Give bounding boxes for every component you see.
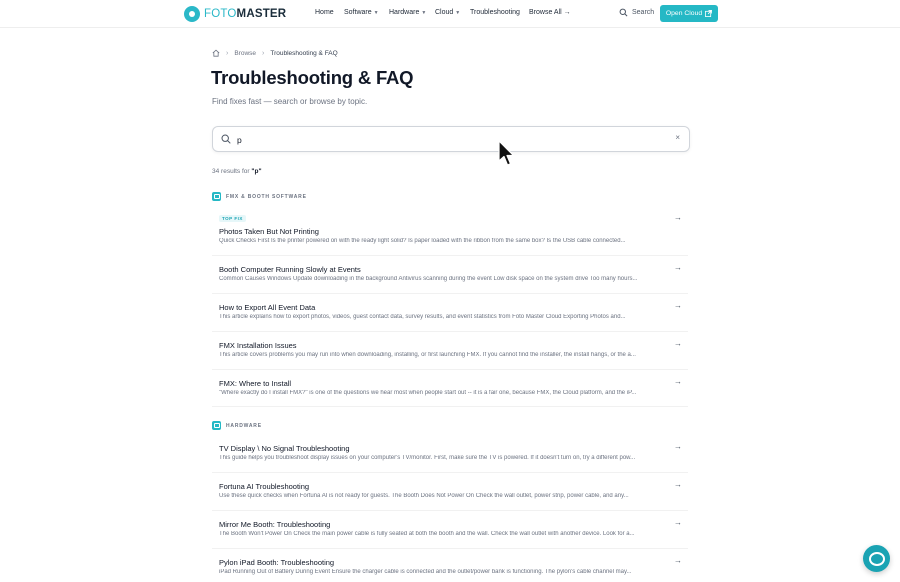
arrow-right-icon: → [674, 442, 682, 451]
result-item[interactable] [212, 332, 688, 370]
result-item[interactable] [212, 206, 688, 256]
result-item[interactable] [212, 511, 688, 549]
result-title: Photos Taken But Not Printing [219, 227, 319, 236]
result-snippet: This article explains how to export photos, videos, guest contact data, survey results, and event statistics from Foto Master Cloud Exporting Photos and... [219, 314, 626, 320]
top-nav [0, 0, 900, 28]
logo-icon [184, 6, 200, 22]
breadcrumb-browse[interactable]: Browse [234, 49, 257, 57]
clear-search-button[interactable]: × [675, 133, 680, 142]
search-box[interactable] [212, 126, 690, 152]
arrow-right-icon: → [674, 213, 682, 222]
result-snippet: The Booth Won't Power On Check the main power cable is fully seated at both the booth and the wall. Check the wall outlet with another device. Look for a... [219, 531, 635, 537]
nav-link-troubleshooting[interactable]: Troubleshooting [470, 9, 520, 16]
brand-wordmark: FOTOMASTER [204, 7, 287, 20]
result-snippet: Use these quick checks when Fortuna AI is not ready for guests. The Booth Does Not Power On Check the wall outlet, power strip, power cable, and any... [219, 493, 629, 499]
chevron-right-icon: › [262, 49, 265, 57]
result-snippet: This guide helps you troubleshoot display issues on your computer's TV/monitor. First, make sure the TV is powered. If it doesn't turn on, try a different pow... [219, 455, 636, 461]
nav-link-software[interactable]: Software ▼ [344, 9, 379, 16]
brand-logo[interactable] [184, 5, 286, 22]
nav-link-browse-all[interactable]: Browse All → [529, 9, 571, 16]
arrow-right-icon: → [674, 263, 682, 272]
result-title: Fortuna AI Troubleshooting [219, 482, 310, 491]
section-header-software [212, 192, 307, 201]
result-title: Booth Computer Running Slowly at Events [219, 265, 361, 274]
chevron-down-icon: ▼ [373, 10, 379, 16]
result-item[interactable] [212, 370, 688, 407]
home-icon[interactable] [212, 49, 220, 57]
nav-search-button[interactable] [619, 8, 654, 17]
result-title: FMX Installation Issues [219, 341, 297, 350]
nav-link-hardware[interactable]: Hardware ▼ [389, 9, 427, 16]
result-title: TV Display \ No Signal Troubleshooting [219, 444, 350, 453]
page-title: Troubleshooting & FAQ [211, 67, 414, 88]
nav-link-cloud[interactable]: Cloud ▼ [435, 9, 461, 16]
mouse-cursor-icon [497, 140, 515, 168]
arrow-right-icon: → [674, 480, 682, 489]
chevron-right-icon: › [226, 49, 229, 57]
result-title: Pylon iPad Booth: Troubleshooting [219, 558, 335, 567]
top-fix-badge: TOP FIX [219, 215, 246, 222]
chat-launcher-button[interactable] [863, 545, 890, 572]
result-snippet: Quick Checks First Is the printer powered on with the ready light solid? Is paper loaded with the ribbon from the same box? Is the USB cable connected... [219, 238, 626, 244]
section-header-hardware [212, 421, 262, 430]
result-item[interactable] [212, 549, 688, 582]
result-title: Mirror Me Booth: Troubleshooting [219, 520, 331, 529]
breadcrumb-current: Troubleshooting & FAQ [270, 49, 338, 57]
chevron-down-icon: ▼ [421, 10, 427, 16]
section-label: FMX & BOOTH SOFTWARE [226, 193, 307, 200]
arrow-right-icon: → [674, 518, 682, 527]
result-snippet: iPad Running Out of Battery During Event Ensure the charger cable is connected and the outlet/power bank is functioning. The pylon's cable channel may... [219, 569, 632, 575]
nav-link-home[interactable]: Home [315, 9, 334, 16]
section-label: HARDWARE [226, 422, 262, 429]
arrow-right-icon: → [674, 339, 682, 348]
hardware-icon [212, 421, 221, 430]
open-cloud-button[interactable] [660, 5, 718, 22]
chat-bubble-icon [869, 552, 885, 566]
result-title: How to Export All Event Data [219, 303, 316, 312]
arrow-right-icon: → [674, 301, 682, 310]
page-subtitle: Find fixes fast — search or browse by topic. [212, 97, 368, 106]
external-link-icon [705, 10, 712, 17]
result-item[interactable] [212, 473, 688, 511]
result-title: FMX: Where to Install [219, 379, 292, 388]
search-icon [619, 8, 628, 17]
nav-search-label: Search [632, 9, 655, 16]
results-count: 34 results for "p" [212, 168, 262, 175]
result-snippet: Common Causes Windows Update downloading in the background Antivirus scanning during the event Low disk space on the system drive Too many hours... [219, 276, 638, 282]
result-snippet: "Where exactly do I install FMX?" is one of the questions we hear most when people start out -- it is a fair one, because FMX, the Cloud platform, and the iP... [219, 390, 637, 396]
chevron-down-icon: ▼ [455, 10, 461, 16]
result-item[interactable] [212, 294, 688, 332]
breadcrumb [212, 49, 338, 57]
monitor-icon [212, 192, 221, 201]
search-input[interactable] [235, 131, 659, 149]
arrow-right-icon: → [674, 556, 682, 565]
arrow-right-icon: → [674, 377, 682, 386]
result-item[interactable] [212, 435, 688, 473]
result-snippet: This article covers problems you may run into when downloading, installing, or first launching FMX. If you cannot find the installer, the install hangs, or the a... [219, 352, 636, 358]
result-item[interactable] [212, 256, 688, 294]
search-icon [221, 134, 231, 144]
open-cloud-label: Open Cloud [665, 10, 703, 17]
